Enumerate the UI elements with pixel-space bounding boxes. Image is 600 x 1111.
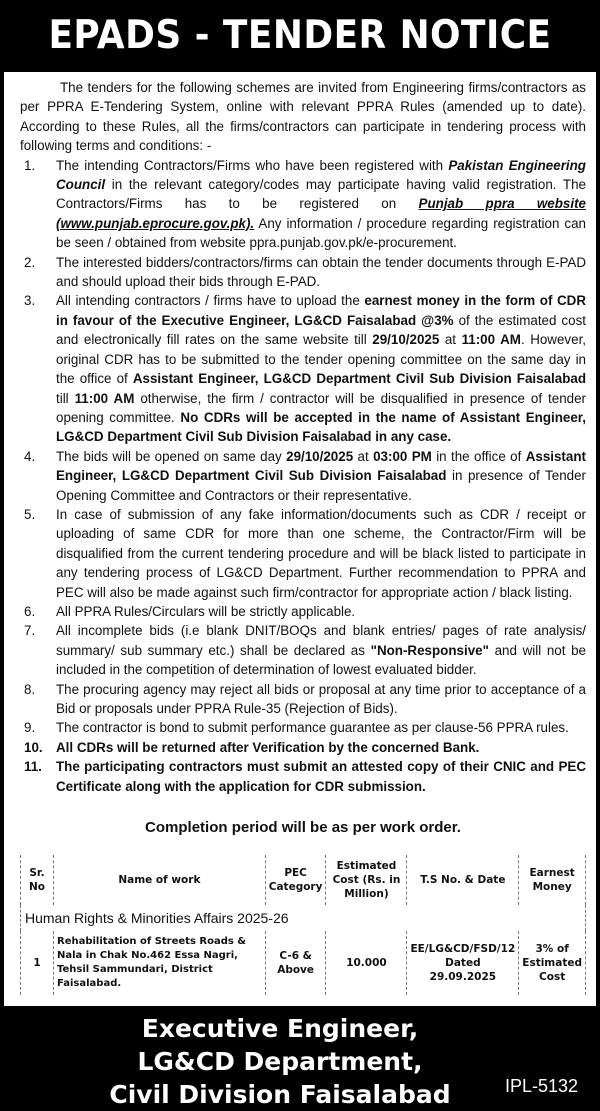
table-row [21,931,586,995]
terms-list [20,156,586,796]
term-text: 29/10/2025 [372,332,440,348]
term-text: till [56,390,75,406]
term-text: All intending contractors / firms have to upload the [56,293,365,309]
term-text: in presence of Tender Opening Committee and Contractors or their representative. [56,468,586,503]
term-text: In case of submission of any fake information/documents such as CDR / receipt or uploading of same CDR for more than one scheme, the Contractor/Firm will be disqualified from the current tendering procedure and will be black listed to participate in any tendering process of LG&CD Department. Further recommendation to PPRA and PEC will also be made against such firm/contractor for appropriate action / black listing. [56,506,586,600]
term-number: 4. [24,448,36,464]
header-pec-category: PEC Category [265,855,326,905]
term-item [20,602,586,621]
header-name-of-work: Name of work [54,855,266,905]
term-item [20,291,586,446]
term-number: 1. [24,157,36,173]
table-section-row [21,905,586,931]
term-text: Assistant Engineer, LG&CD Department Civil Sub Division Faisalabad [56,448,586,484]
term-text: at [439,332,462,348]
cell-ts: EE/LG&CD/FSD/12 Dated 29.09.2025 [407,931,519,995]
header-earnest-money: Earnest Money [519,855,586,905]
header-sr-no: Sr. No [21,855,54,905]
completion-note: Completion period will be as per work order. [145,819,461,837]
term-text: Pakistan Engineering Council [56,157,586,193]
term-item [20,738,586,757]
term-item [20,757,586,796]
term-text: and will not be included in the competition of determination of lowest evaluated bidder. [56,642,586,678]
signature-line: Civil Division Faisalabad [109,1080,451,1109]
term-text: in the relevant category/codes may participate having valid registration. The Contractors/Firms has to be registered on [56,177,586,212]
term-item [20,718,586,737]
term-item [20,253,586,292]
term-text: at [353,448,374,464]
cell-cost: 10.000 [326,931,407,995]
term-text: All incomplete bids (i.e blank DNIT/BOQs and blank entries/ pages of rate analysis/ summary/ sub summary etc.) shall be declared as [56,623,586,658]
term-item [20,156,586,253]
signature-block [0,1012,560,1111]
cell-sr: 1 [21,931,54,995]
term-number: 10. [24,739,43,755]
term-text: otherwise, the firm / contractor will be disqualified in presence of tender opening committee. [56,390,586,425]
term-text: earnest money in the form of CDR in favour of the Executive Engineer, LG&CD Faisalabad @3% [56,293,586,328]
term-text: "Non-Responsive" [370,642,489,658]
term-text: The intending Contractors/Firms who have been registered with [56,157,449,173]
term-number: 9. [24,720,36,736]
term-item [20,680,586,719]
notice-body [4,72,596,1006]
term-text: All PPRA Rules/Circulars will be strictly applicable. [56,603,356,619]
term-number: 5. [24,506,36,522]
signature-line: LG&CD Department, [137,1047,423,1076]
term-text: Assistant Engineer, LG&CD Department Civil Sub Division Faisalabad [132,371,586,387]
cell-earnest: 3% of Estimated Cost [519,931,586,995]
section-title: Human Rights & Minorities Affairs 2025-26 [21,905,586,931]
footer [0,1006,600,1109]
cell-pec: C-6 & Above [265,931,326,995]
term-text: 03:00 PM [373,448,432,464]
header-estimated-cost: Estimated Cost (Rs. in Million) [326,855,407,905]
term-number: 6. [24,603,36,619]
term-item [20,621,586,679]
term-number: 2. [24,254,36,270]
header-ts-no-date: T.S No. & Date [407,855,519,905]
cell-name: Rehabilitation of Streets Roads & Nala in Chak No.462 Essa Nagri, Tehsil Sammundari, District Faisalabad. [54,931,266,995]
notice-title: EPADS - TENDER NOTICE [48,13,552,58]
term-text: All CDRs will be returned after Verification by the concerned Bank. [56,739,480,755]
term-text: The contractor is bond to submit performance guarantee as per clause-56 PPRA rules. [56,720,569,736]
term-text: The participating contractors must submit an attested copy of their CNIC and PEC Certificate along with the application for CDR submission. [56,759,586,794]
term-text: 29/10/2025 [286,448,354,464]
term-text: The interested bidders/contractors/firms can obtain the tender documents through E-PAD and should upload their bids through E-PAD. [56,254,586,290]
intro-paragraph: The tenders for the following schemes are invited from Engineering firms/contractors as per PPRA E-Tendering System, online with relevant PPRA Rules (amended up to date). According to these Rules, all the firms/contractors can participate in tendering process with following terms and conditions: - [20,80,586,154]
term-text: The bids will be opened on same day [56,448,287,464]
works-table [20,855,586,995]
term-number: 7. [24,623,36,639]
term-item [20,505,586,602]
term-text: 11:00 AM [461,332,521,348]
term-text: Any information / procedure regarding registration can be seen / obtained from website ppra.punjab.gov.pk/e-procurement. [56,215,586,251]
term-text: 11:00 AM [74,390,135,406]
term-text: of the estimated cost and electronically fill rates on the same website till [56,312,586,348]
term-text: The procuring agency may reject all bids or proposal at any time prior to acceptance of a Bid or proposals under PPRA Rule-35 (Rejection of Bids). [56,681,586,716]
term-text: in the office of [431,448,526,464]
ad-code: IPL-5132 [504,1076,578,1096]
term-text: . However, original CDR has to be submitted to the tender opening committee on the same day in the office of [56,332,587,387]
signature-line: Executive Engineer, [141,1014,419,1043]
term-number: 8. [24,681,36,697]
term-item [20,447,586,505]
website-link[interactable]: Punjab ppra website (www.punjab.eprocure.gov.pk). [56,196,587,231]
term-text: No CDRs will be accepted in the name of Assistant Engineer, LG&CD Department Civil Sub Division Faisalabad in any case. [56,409,586,445]
term-number: 11. [24,759,42,775]
table-header-row [21,855,586,905]
term-number: 3. [24,293,36,309]
